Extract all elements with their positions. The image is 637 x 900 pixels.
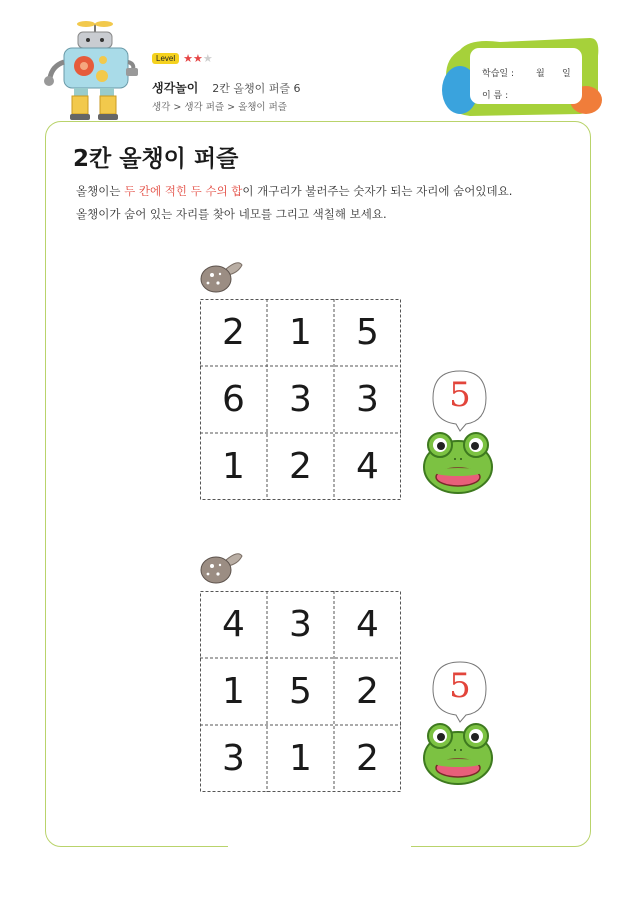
name-label: 이 름 : [482,91,509,101]
instruction-text: 올챙이는 [76,184,125,198]
star-icon: ★ [183,52,193,65]
category-label: 생각놀이 [152,81,199,95]
target-number: 5 [449,666,471,706]
grid-cell[interactable]: 6 [222,379,245,420]
level-stars [183,52,213,65]
grid-cell[interactable]: 1 [222,446,245,487]
page-title: 2칸 올챙이 퍼즐 [73,146,239,172]
grid-cell[interactable]: 3 [356,379,379,420]
instruction-line-2: 올챙이가 숨어 있는 자리를 찾아 네모를 그리고 색칠해 보세요. [76,207,387,221]
grid-cell[interactable]: 1 [289,312,312,353]
grid-cell[interactable]: 1 [289,738,312,779]
grid-cell[interactable]: 4 [356,446,379,487]
grid-cell[interactable]: 2 [222,312,245,353]
puzzle-grid-2 [200,591,401,792]
grid-cell[interactable]: 3 [289,379,312,420]
instruction-highlight: 두 칸에 적힌 두 수의 합 [124,184,243,198]
grid-cell[interactable]: 5 [289,671,312,712]
grid-cell[interactable]: 2 [356,671,379,712]
month-label: 월 [536,69,545,79]
tadpole-icon [198,546,244,586]
instruction-text: 이 개구리가 불러주는 숫자가 되는 자리에 숨어있데요. [242,184,513,198]
star-icon: ★ [193,52,203,65]
grid-cell[interactable]: 4 [356,604,379,645]
study-date-label: 학습일 : [482,69,514,79]
frog-with-bubble-2 [422,660,502,790]
breadcrumb: 생각 > 생각 퍼즐 > 올챙이 퍼즐 [152,102,287,113]
grid-cell[interactable]: 1 [222,671,245,712]
tadpole-icon [198,255,244,295]
grid-cell[interactable]: 2 [356,738,379,779]
day-label: 일 [562,69,571,79]
tag-shape [440,36,602,120]
star-icon: ★ [202,52,213,65]
instruction-line-1 [76,183,512,199]
grid-cell[interactable]: 2 [289,446,312,487]
grid-cell[interactable]: 3 [289,604,312,645]
grid-cell[interactable]: 5 [356,312,379,353]
puzzle-grid-1 [200,299,401,500]
robot-icon [40,18,140,122]
frog-with-bubble-1 [422,369,502,499]
worksheet-title-row [152,79,300,96]
frame-gap [228,838,411,858]
worksheet-title: 2칸 올챙이 퍼즐 6 [212,82,301,95]
level-badge: Level [152,53,179,64]
grid-cell[interactable]: 4 [222,604,245,645]
level-indicator [152,52,213,65]
grid-cell[interactable]: 3 [222,738,245,779]
target-number: 5 [449,375,471,415]
study-date-tag [440,36,602,120]
